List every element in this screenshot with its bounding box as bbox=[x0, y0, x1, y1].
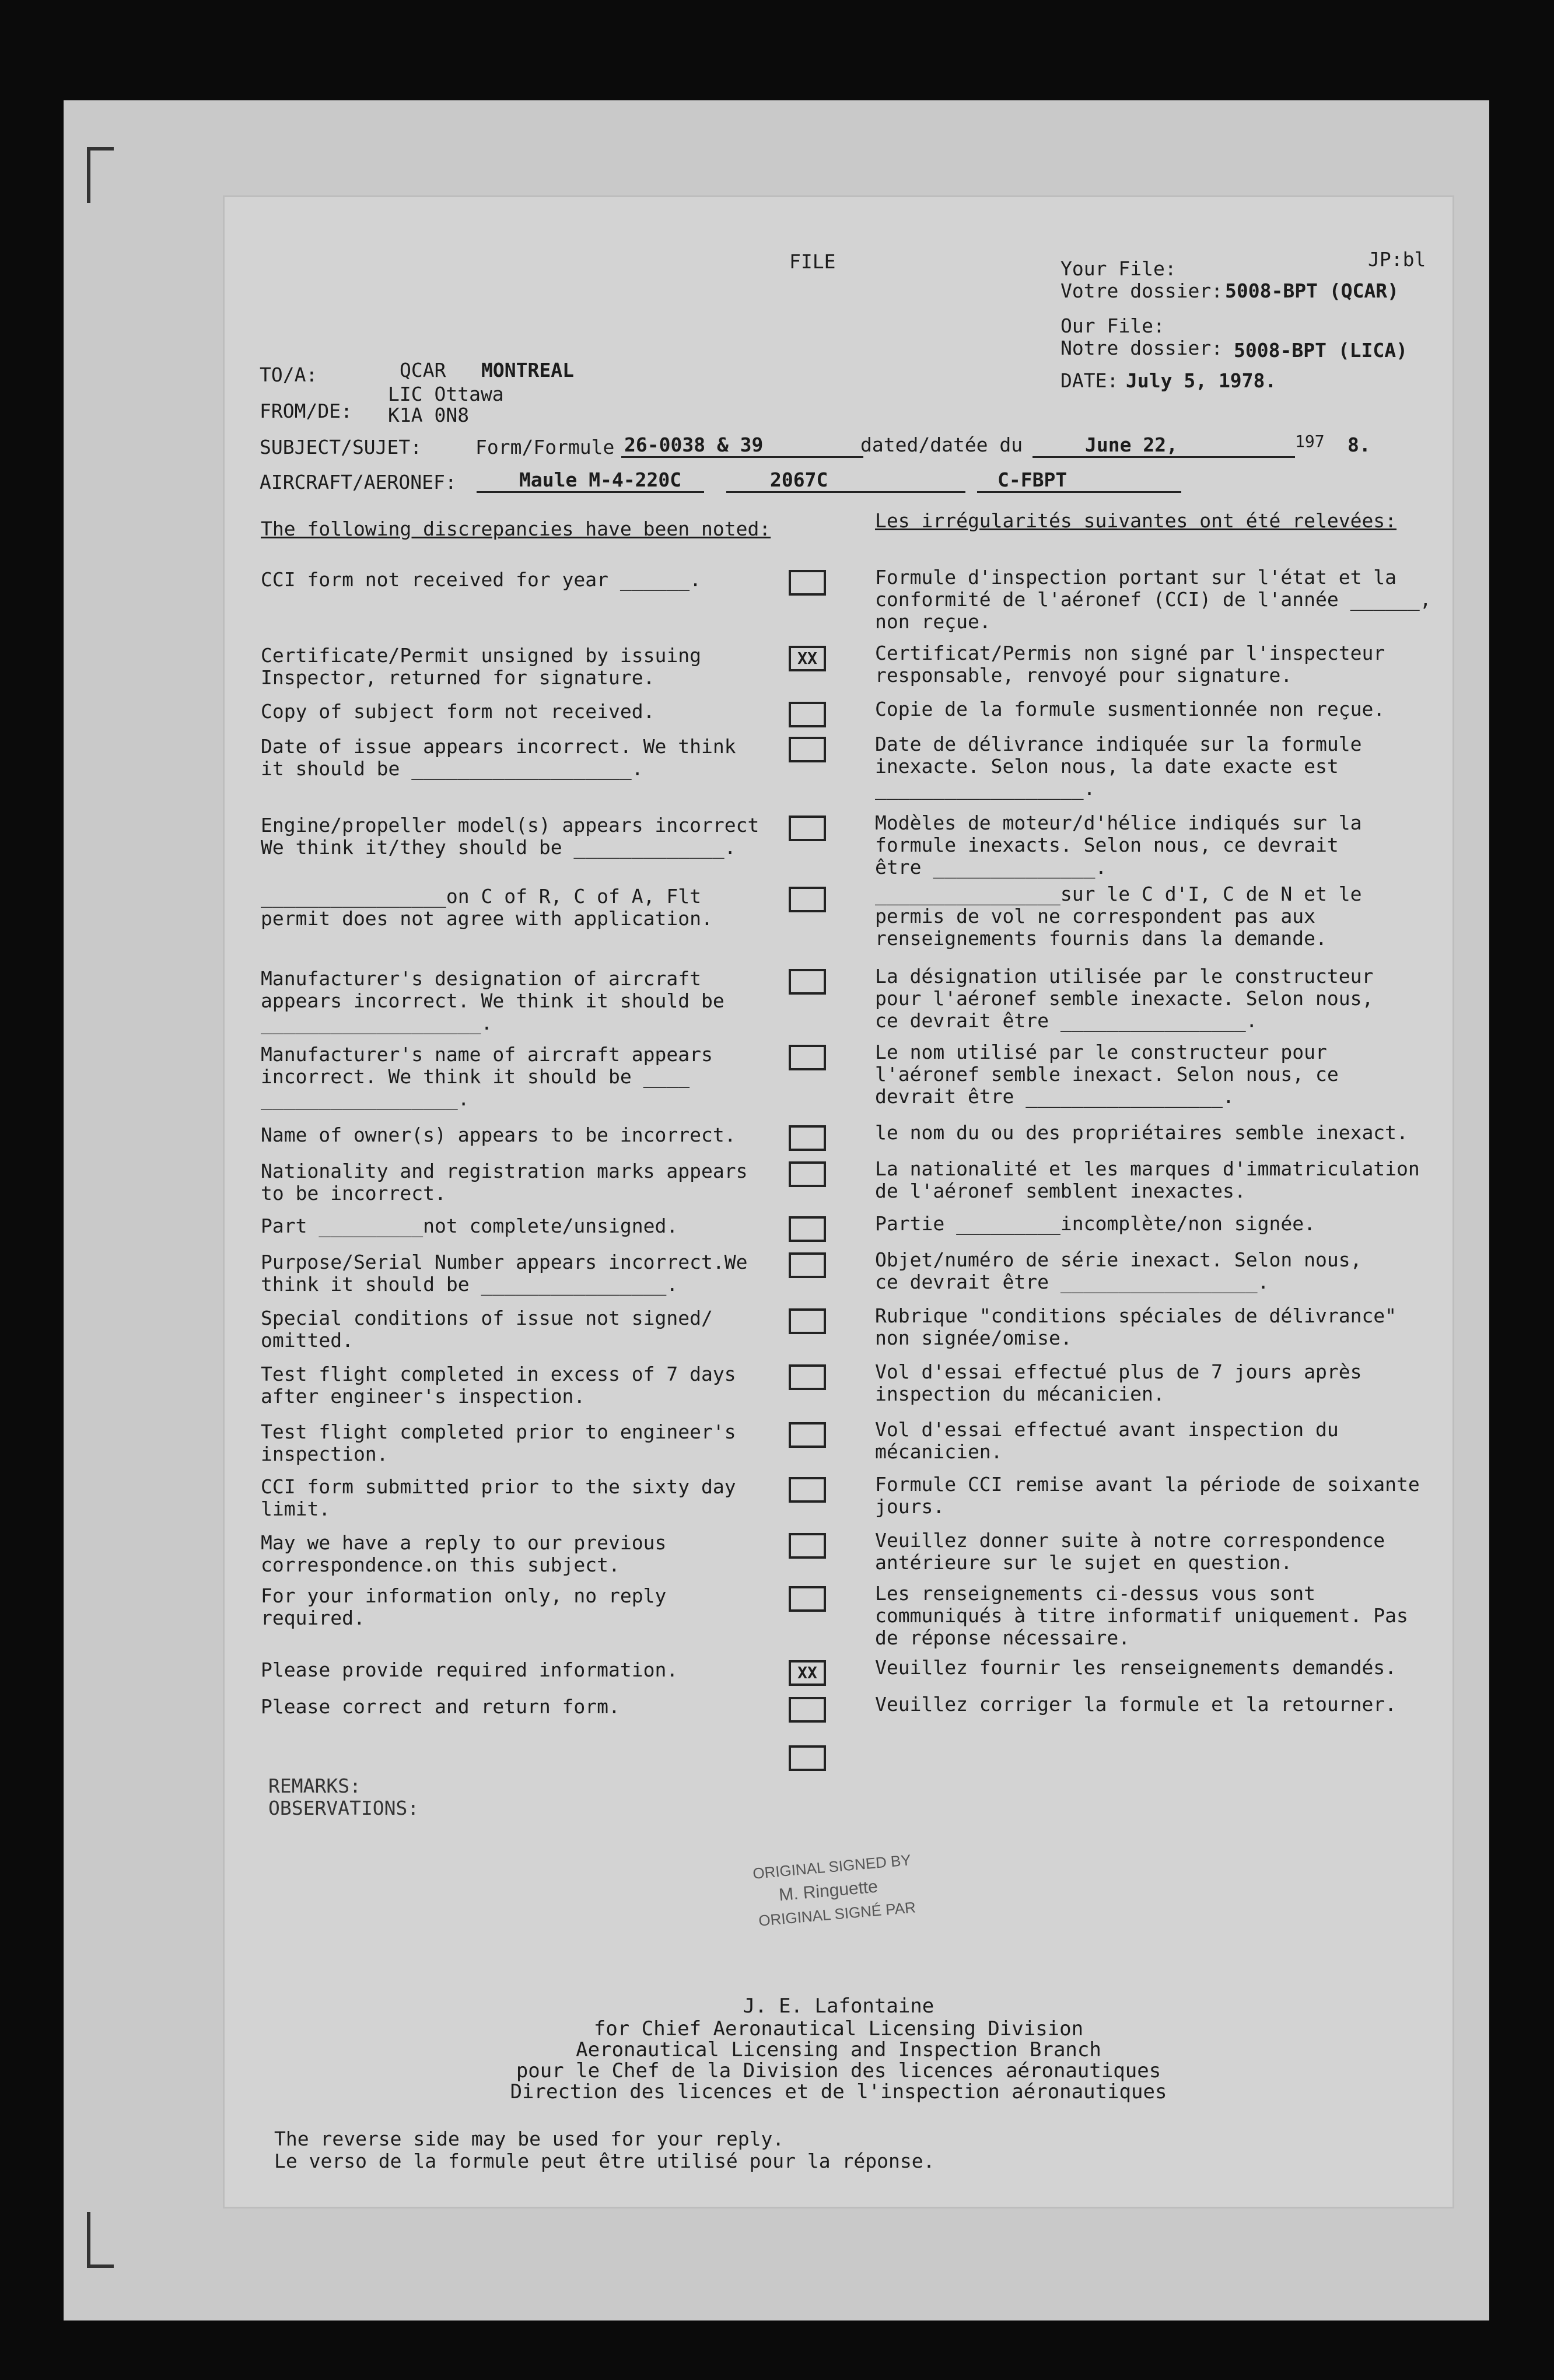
discrepancy-text-fr: Modèles de moteur/d'hélice indiqués sur la formule inexacts. Selon nous, ce devrait être ______________. bbox=[875, 811, 1362, 878]
discrepancy-checkbox[interactable] bbox=[789, 1125, 826, 1151]
stamp-signe-par: ORIGINAL SIGNÉ PAR bbox=[758, 1898, 916, 1930]
discrepancy-text-en: Please provide required information. bbox=[261, 1658, 678, 1681]
discrepancy-checkbox[interactable]: XX bbox=[789, 1660, 826, 1686]
discrepancy-text-fr: Objet/numéro de série inexact. Selon nous, ce devrait être _________________. bbox=[875, 1248, 1362, 1293]
discrepancy-text-en: CCI form not received for year ______. bbox=[261, 568, 701, 591]
file-label: FILE bbox=[789, 250, 836, 273]
form-document bbox=[225, 197, 1452, 2207]
discrepancy-text-fr: Les renseignements ci-dessus vous sont communiqués à titre informatif uniquement. Pas de réponse nécessaire. bbox=[875, 1582, 1408, 1649]
form-number: 26-0038 & 39 bbox=[624, 433, 764, 456]
dated-value: June 22, bbox=[1085, 433, 1178, 456]
discrepancy-text-en: Manufacturer's name of aircraft appears incorrect. We think it should be ____ _________________. bbox=[261, 1043, 713, 1110]
discrepancy-checkbox[interactable]: XX bbox=[789, 646, 826, 671]
discrepancy-text-fr: La nationalité et les marques d'immatriculation de l'aéronef semblent inexactes. bbox=[875, 1157, 1420, 1202]
remarks-label: REMARKS: OBSERVATIONS: bbox=[268, 1774, 419, 1819]
discrepancies-heading-en: The following discrepancies have been noted: bbox=[261, 517, 771, 540]
discrepancy-text-en: Test flight completed in excess of 7 days after engineer's inspection. bbox=[261, 1363, 736, 1408]
your-file-value: 5008-BPT (QCAR) bbox=[1225, 279, 1399, 302]
aircraft-serial: 2067C bbox=[770, 468, 828, 491]
discrepancy-checkbox[interactable] bbox=[789, 1533, 826, 1559]
discrepancy-text-fr: Le nom utilisé par le constructeur pour l'aéronef semble inexact. Selon nous, ce devrait être _________________. bbox=[875, 1041, 1339, 1108]
discrepancy-checkbox[interactable] bbox=[789, 1045, 826, 1070]
stamp-signed-by: ORIGINAL SIGNED BY bbox=[752, 1851, 912, 1882]
your-file-label: Your File: Votre dossier: bbox=[1060, 257, 1223, 302]
discrepancy-text-fr: Certificat/Permis non signé par l'inspecteur responsable, renvoyé pour signature. bbox=[875, 642, 1385, 687]
discrepancy-text-fr: Formule d'inspection portant sur l'état et la conformité de l'aéronef (CCI) de l'année ______, non reçue. bbox=[875, 566, 1432, 633]
year-suffix: 8. bbox=[1348, 433, 1371, 456]
year-prefix: 197 bbox=[1295, 432, 1325, 451]
signatory-title: for Chief Aeronautical Licensing Division Aeronautical Licensing and Inspection Branch pour le Chef de la Division des licences aéronautiques Direction des licences et de l'inspection aéronautiques bbox=[510, 2017, 1167, 2104]
discrepancy-checkbox[interactable] bbox=[789, 1477, 826, 1503]
discrepancy-text-en: For your information only, no reply required. bbox=[261, 1584, 667, 1629]
discrepancy-text-fr: ________________sur le C d'I, C de N et le permis de vol ne correspondent pas aux renseignements fournis dans la demande. bbox=[875, 883, 1362, 950]
discrepancy-text-en: ________________on C of R, C of A, Flt permit does not agree with application. bbox=[261, 885, 713, 930]
discrepancy-checkbox[interactable] bbox=[789, 737, 826, 762]
discrepancy-text-fr: Rubrique "conditions spéciales de délivrance" non signée/omise. bbox=[875, 1304, 1397, 1349]
discrepancy-text-fr: Vol d'essai effectué avant inspection du mécanicien. bbox=[875, 1418, 1339, 1463]
dated-label: dated/datée du bbox=[860, 433, 1023, 456]
to-city: MONTREAL bbox=[481, 359, 574, 382]
stamp-signer: M. Ringuette bbox=[778, 1877, 879, 1905]
discrepancy-checkbox[interactable] bbox=[789, 702, 826, 727]
discrepancy-checkbox[interactable] bbox=[789, 1161, 826, 1187]
discrepancy-text-fr: Veuillez corriger la formule et la retourner. bbox=[875, 1693, 1397, 1716]
to-label: TO/A: bbox=[260, 363, 318, 386]
to-value: QCAR bbox=[400, 359, 446, 382]
reference-initials: JP:bl bbox=[1368, 248, 1426, 271]
discrepancy-text-fr: Copie de la formule susmentionnée non reçue. bbox=[875, 698, 1385, 720]
discrepancy-text-en: May we have a reply to our previous correspondence.on this subject. bbox=[261, 1531, 667, 1576]
discrepancy-text-fr: Veuillez donner suite à notre correspondence antérieure sur le sujet en question. bbox=[875, 1529, 1385, 1574]
discrepancy-text-fr: Formule CCI remise avant la période de soixante jours. bbox=[875, 1473, 1420, 1518]
from-value: LIC Ottawa K1A 0N8 bbox=[388, 383, 504, 426]
discrepancy-text-en: CCI form submitted prior to the sixty day limit. bbox=[261, 1475, 736, 1520]
discrepancies-heading-fr: Les irrégularités suivantes ont été relevées: bbox=[875, 509, 1397, 532]
discrepancy-text-fr: La désignation utilisée par le constructeur pour l'aéronef semble inexacte. Selon nous, ce devrait être ________________. bbox=[875, 965, 1374, 1032]
subject-label: SUBJECT/SUJET: bbox=[260, 436, 422, 459]
discrepancy-text-en: Purpose/Serial Number appears incorrect.We think it should be ________________. bbox=[261, 1251, 748, 1296]
discrepancy-text-fr: Vol d'essai effectué plus de 7 jours après inspection du mécanicien. bbox=[875, 1360, 1362, 1405]
discrepancy-checkbox[interactable] bbox=[789, 1308, 826, 1334]
our-file-label: Our File: Notre dossier: bbox=[1060, 314, 1223, 359]
discrepancy-text-en: Name of owner(s) appears to be incorrect. bbox=[261, 1124, 736, 1146]
date-label: DATE: bbox=[1060, 369, 1119, 392]
discrepancy-text-en: Please correct and return form. bbox=[261, 1695, 620, 1718]
discrepancy-checkbox[interactable] bbox=[789, 1422, 826, 1448]
discrepancy-text-en: Part _________not complete/unsigned. bbox=[261, 1214, 678, 1237]
discrepancy-checkbox[interactable] bbox=[789, 969, 826, 995]
aircraft-label: AIRCRAFT/AERONEF: bbox=[260, 471, 457, 494]
discrepancy-text-en: Special conditions of issue not signed/ omitted. bbox=[261, 1307, 713, 1352]
discrepancy-text-en: Engine/propeller model(s) appears incorrect We think it/they should be _____________. bbox=[261, 814, 760, 859]
discrepancy-checkbox[interactable] bbox=[789, 887, 826, 912]
date-value: July 5, 1978. bbox=[1126, 369, 1277, 392]
discrepancy-text-en: Certificate/Permit unsigned by issuing Inspector, returned for signature. bbox=[261, 644, 701, 689]
discrepancy-text-en: Test flight completed prior to engineer's inspection. bbox=[261, 1420, 736, 1465]
aircraft-registration: C-FBPT bbox=[998, 468, 1068, 491]
discrepancy-checkbox[interactable] bbox=[789, 816, 826, 841]
discrepancy-checkbox[interactable] bbox=[789, 1745, 826, 1771]
discrepancy-text-fr: Partie _________incomplète/non signée. bbox=[875, 1212, 1315, 1235]
discrepancy-checkbox[interactable] bbox=[789, 1216, 826, 1242]
discrepancy-text-en: Manufacturer's designation of aircraft appears incorrect. We think it should be ___________________. bbox=[261, 967, 724, 1034]
discrepancy-text-en: Copy of subject form not received. bbox=[261, 700, 655, 723]
discrepancy-text-fr: le nom du ou des propriétaires semble inexact. bbox=[875, 1121, 1408, 1144]
footer-fr: Le verso de la formule peut être utilisé pour la réponse. bbox=[274, 2150, 935, 2172]
discrepancy-checkbox[interactable] bbox=[789, 1586, 826, 1612]
discrepancy-checkbox[interactable] bbox=[789, 570, 826, 596]
our-file-value: 5008-BPT (LICA) bbox=[1234, 339, 1408, 362]
corner-mark bbox=[87, 2212, 114, 2268]
corner-mark bbox=[87, 147, 114, 203]
discrepancy-checkbox[interactable] bbox=[789, 1364, 826, 1390]
footer-en: The reverse side may be used for your reply. bbox=[274, 2127, 785, 2150]
form-label: Form/Formule bbox=[475, 436, 615, 459]
discrepancy-text-fr: Veuillez fournir les renseignements demandés. bbox=[875, 1656, 1397, 1679]
discrepancy-checkbox[interactable] bbox=[789, 1252, 826, 1278]
discrepancy-text-en: Date of issue appears incorrect. We think it should be ___________________. bbox=[261, 735, 736, 780]
signatory-name: J. E. Lafontaine bbox=[743, 1994, 935, 2018]
aircraft-model: Maule M-4-220C bbox=[519, 468, 682, 491]
discrepancy-text-fr: Date de délivrance indiquée sur la formule inexacte. Selon nous, la date exacte est __________________. bbox=[875, 733, 1362, 800]
from-label: FROM/DE: bbox=[260, 400, 352, 422]
discrepancy-checkbox[interactable] bbox=[789, 1697, 826, 1723]
discrepancy-text-en: Nationality and registration marks appears to be incorrect. bbox=[261, 1160, 748, 1205]
